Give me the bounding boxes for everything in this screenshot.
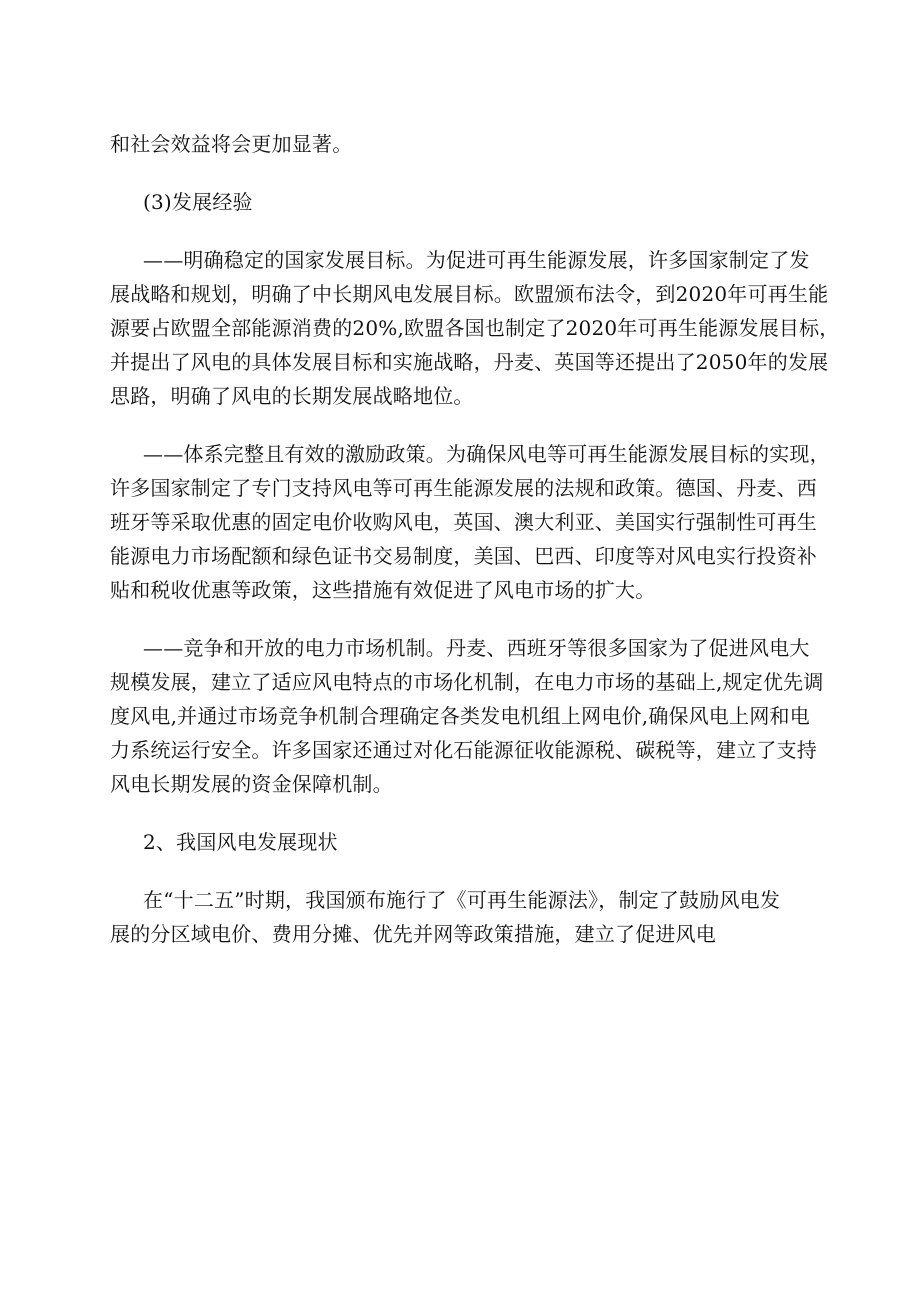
paragraph-line: ——体系完整且有效的激励政策。为确保风电等可再生能源发展目标的实现， <box>143 442 830 466</box>
paragraph-line: 班牙等采取优惠的固定电价收购风电，英国、澳大利亚、美国实行强制性可再生 <box>110 510 817 534</box>
paragraph-line: 贴和税收优惠等政策，这些措施有效促进了风电市场的扩大。 <box>110 578 656 602</box>
paragraph-line: 并提出了风电的具体发展目标和实施战略，丹麦、英国等还提出了2050年的发展 <box>110 350 829 374</box>
paragraph-line: 思路，明确了风电的长期发展战略地位。 <box>110 384 474 408</box>
paragraph-line: ——竞争和开放的电力市场机制。丹麦、西班牙等很多国家为了促进风电大 <box>143 636 810 660</box>
paragraph-line: 展的分区域电价、费用分摊、优先并网等政策措施，建立了促进风电 <box>110 922 716 946</box>
paragraph-line: ——明确稳定的国家发展目标。为促进可再生能源发展，许多国家制定了发 <box>143 248 810 272</box>
section-heading: (3)发展经验 <box>143 190 253 214</box>
paragraph-line: 展战略和规划，明确了中长期风电发展目标。欧盟颁布法令，到2020年可再生能 <box>110 282 829 306</box>
paragraph-line: 许多国家制定了专门支持风电等可再生能源发展的法规和政策。德国、丹麦、西 <box>110 476 817 500</box>
paragraph-line: 风电长期发展的资金保障机制。 <box>110 772 393 796</box>
paragraph-line: 度风电,并通过市场竞争机制合理确定各类发电机组上网电价,确保风电上网和电 <box>110 704 810 728</box>
paragraph-line: 能源电力市场配额和绿色证书交易制度，美国、巴西、印度等对风电实行投资补 <box>110 544 817 568</box>
section-heading: 2、我国风电发展现状 <box>143 830 338 854</box>
document-body <box>110 127 840 951</box>
paragraph-line: 在“十二五”时期，我国颁布施行了《可再生能源法》，制定了鼓励风电发 <box>143 888 781 912</box>
paragraph-line: 力系统运行安全。许多国家还通过对化石能源征收能源税、碳税等，建立了支持 <box>110 738 817 762</box>
paragraph-line: 和社会效益将会更加显著。 <box>110 132 353 156</box>
paragraph-line: 源要占欧盟全部能源消费的20%,欧盟各国也制定了2020年可再生能源发展目标， <box>110 316 840 340</box>
paragraph-line: 规模发展，建立了适应风电特点的市场化机制，在电力市场的基础上,规定优先调 <box>110 670 824 694</box>
